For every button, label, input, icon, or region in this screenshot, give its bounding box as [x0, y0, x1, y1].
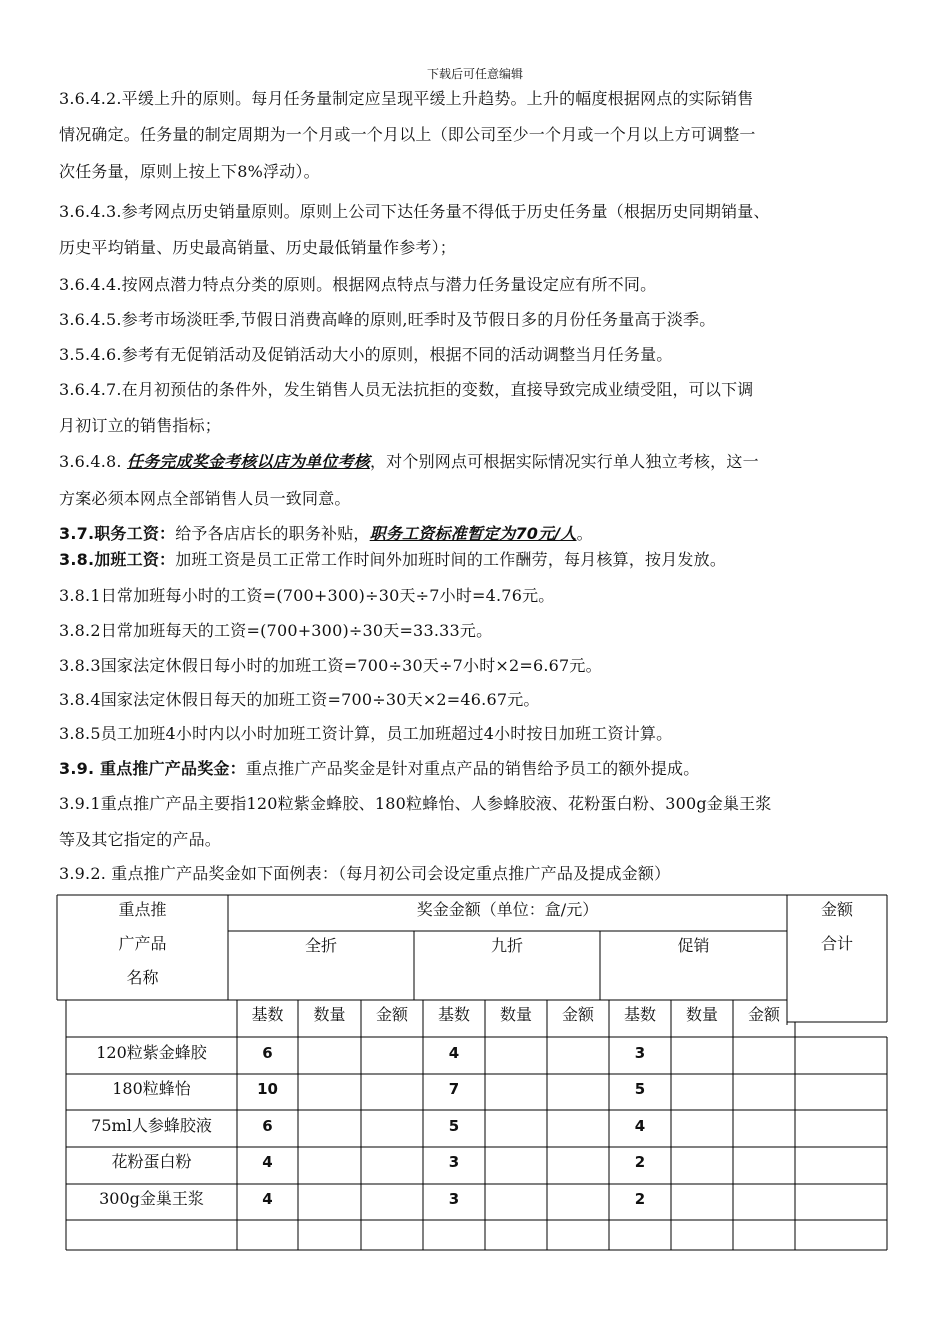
th-total-2: 合计: [820, 934, 853, 953]
th-sub-amount-3: 金额: [747, 1005, 780, 1024]
para-3-9-1-line1: 3.9.1重点推广产品主要指120粒紫金蜂胶、180粒蜂怡、人参蜂胶液、花粉蛋白粉、300g金巢王浆: [59, 794, 772, 813]
th-group-promotion: 促销: [677, 936, 710, 955]
row1-product-name: 120粒紫金蜂胶: [96, 1043, 207, 1062]
para-3-8-3: 3.8.3国家法定休假日每小时的加班工资=700÷30天÷7小时×2=6.67元。: [59, 656, 602, 675]
para-3-6-4-8-rest: ，对个别网点可根据实际情况实行单人独立考核，这一: [369, 452, 759, 471]
row1-ninety-base: 4: [448, 1044, 460, 1062]
para-3-6-4-5: 3.6.4.5.参考市场淡旺季,节假日消费高峰的原则,旺季时及节假日多的月份任务量高于淡季。: [59, 310, 716, 329]
para-3-8-4: 3.8.4国家法定休假日每天的加班工资=700÷30天×2=46.67元。: [59, 690, 540, 709]
row1-full-base: 6: [262, 1044, 273, 1062]
para-3-6-4-7-line1: 3.6.4.7.在月初预估的条件外，发生销售人员无法抗拒的变数，直接导致完成业绩受阻，可以下调: [59, 380, 754, 399]
row4-ninety-base: 3: [448, 1153, 460, 1171]
para-3-8-5: 3.8.5员工加班4小时内以小时加班工资计算，员工加班超过4小时按日加班工资计算。: [59, 724, 673, 743]
para-3-8-heading: 3.8.加班工资：: [59, 550, 176, 569]
th-bonus-amount: 奖金金额（单位：盒/元）: [416, 900, 599, 919]
th-sub-base-1: 基数: [251, 1005, 284, 1024]
row3-promo-base: 4: [634, 1117, 646, 1135]
para-3-6-4-8-emphasis: 任务完成奖金考核以店为单位考核: [126, 452, 370, 471]
para-3-7-text: 给予各店店长的职务补贴，: [175, 524, 370, 543]
para-3-6-4-8-number: 3.6.4.8.: [59, 452, 127, 471]
para-3-6-4-3-line1: 3.6.4.3.参考网点历史销量原则。原则上公司下达任务量不得低于历史任务量（根据历史同期销量、: [59, 202, 770, 221]
para-3-6-4-7-line2: 月初订立的销售指标；: [59, 416, 222, 435]
row4-promo-base: 2: [634, 1153, 646, 1171]
para-3-9-text: 重点推广产品奖金是针对重点产品的销售给予员工的额外提成。: [245, 759, 700, 778]
row1-promo-base: 3: [634, 1044, 646, 1062]
para-3-6-4-2-line1: 3.6.4.2.平缓上升的原则。每月任务量制定应呈现平缓上升趋势。上升的幅度根据网点的实际销售: [59, 89, 754, 108]
para-3-7-heading: 3.7.职务工资：: [59, 524, 176, 543]
row2-ninety-base: 7: [448, 1080, 460, 1098]
para-3-9-heading: 3.9. 重点推广产品奖金：: [59, 759, 246, 778]
row5-promo-base: 2: [634, 1190, 646, 1208]
row2-product-name: 180粒蜂怡: [112, 1079, 191, 1098]
th-group-full-price: 全折: [304, 936, 337, 955]
para-3-6-4-8-line2: 方案必须本网点全部销售人员一致同意。: [59, 489, 351, 508]
row2-promo-base: 5: [634, 1080, 646, 1098]
th-sub-qty-1: 数量: [313, 1005, 346, 1024]
para-3-6-4-2-line2: 情况确定。任务量的制定周期为一个月或一个月以上（即公司至少一个月或一个月以上方可调整一: [59, 125, 756, 144]
th-group-ninety-percent: 九折: [490, 936, 523, 955]
th-sub-qty-2: 数量: [499, 1005, 532, 1024]
th-product-name-2: 广产品: [118, 934, 167, 953]
para-3-9-1-line2: 等及其它指定的产品。: [59, 830, 222, 849]
th-sub-base-2: 基数: [437, 1005, 470, 1024]
para-3-8-text: 加班工资是员工正常工作时间外加班时间的工作酬劳，每月核算，按月发放。: [175, 550, 727, 569]
th-total-1: 金额: [820, 900, 853, 919]
para-3-5-4-6: 3.5.4.6.参考有无促销活动及促销活动大小的原则，根据不同的活动调整当月任务量。: [59, 345, 673, 364]
row3-full-base: 6: [262, 1117, 273, 1135]
para-3-7-end: 。: [576, 524, 593, 543]
th-sub-qty-3: 数量: [685, 1005, 718, 1024]
row4-product-name: 花粉蛋白粉: [111, 1152, 192, 1171]
para-3-6-4-3-line2: 历史平均销量、历史最高销量、历史最低销量作参考）；: [59, 238, 457, 257]
row3-product-name: 75ml人参蜂胶液: [91, 1116, 212, 1135]
para-3-8-1: 3.8.1日常加班每小时的工资=(700+300)÷30天÷7小时=4.76元。: [59, 586, 555, 605]
th-sub-base-3: 基数: [623, 1005, 656, 1024]
row2-full-base: 10: [257, 1080, 278, 1098]
para-3-9-2: 3.9.2. 重点推广产品奖金如下面例表：（每月初公司会设定重点推广产品及提成金额）: [59, 864, 671, 883]
th-product-name-3: 名称: [126, 968, 159, 987]
th-sub-amount-2: 金额: [561, 1005, 594, 1024]
row5-ninety-base: 3: [448, 1190, 460, 1208]
row5-product-name: 300g金巢王浆: [99, 1189, 204, 1208]
row5-full-base: 4: [262, 1190, 273, 1208]
page-header-note: 下载后可任意编辑: [426, 67, 523, 81]
row4-full-base: 4: [262, 1153, 273, 1171]
para-3-7-emphasis: 职务工资标准暂定为70元/人: [369, 524, 577, 543]
para-3-6-4-2-line3: 次任务量，原则上按上下8%浮动）。: [59, 162, 320, 181]
para-3-6-4-4: 3.6.4.4.按网点潜力特点分类的原则。根据网点特点与潜力任务量设定应有所不同。: [59, 275, 657, 294]
row3-ninety-base: 5: [448, 1117, 460, 1135]
th-sub-amount-1: 金额: [375, 1005, 408, 1024]
th-product-name-1: 重点推: [118, 900, 167, 919]
para-3-8-2: 3.8.2日常加班每天的工资=(700+300)÷30天=33.33元。: [59, 621, 493, 640]
